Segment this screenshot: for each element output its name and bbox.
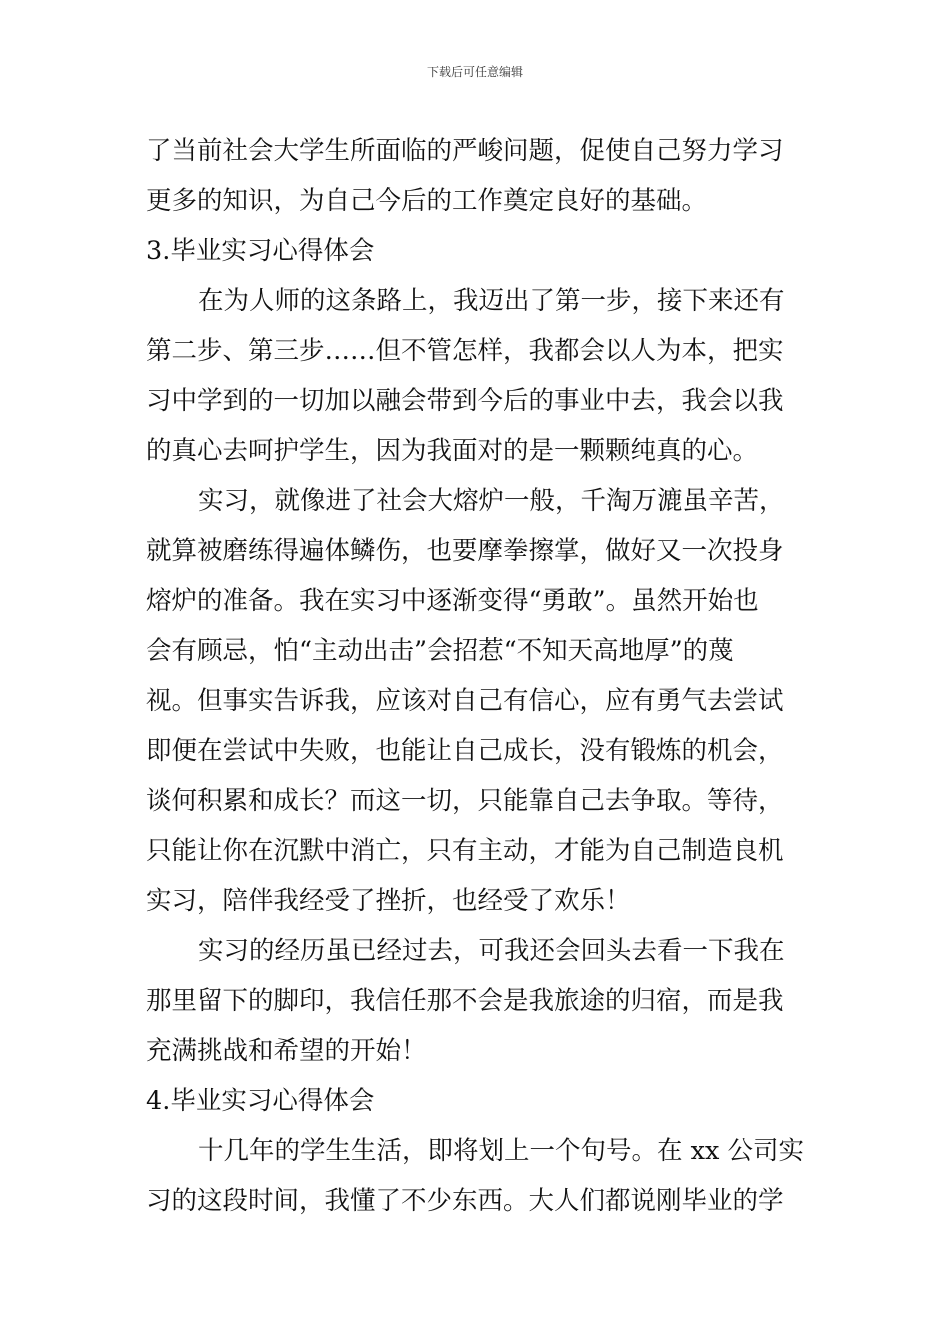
- text-line: 习的这段时间，我懂了不少东西。大人们都说刚毕业的学: [146, 1186, 784, 1216]
- text-line: 就算被磨练得遍体鳞伤，也要摩拳擦掌，做好又一次投身: [146, 536, 784, 566]
- text-line: 第二步、第三步……但不管怎样，我都会以人为本，把实: [146, 336, 784, 366]
- text-line: 实习，陪伴我经受了挫折，也经受了欢乐！: [146, 886, 631, 916]
- text-line: 会有顾忌，怕“主动出击”会招惹“不知天高地厚”的蔑: [146, 636, 734, 666]
- text-line: 谈何积累和成长？而这一切，只能靠自己去争取。等待，: [146, 786, 784, 816]
- text-line: 只能让你在沉默中消亡，只有主动，才能为自己制造良机: [146, 836, 784, 866]
- page-header: 下载后可任意编辑: [426, 65, 523, 79]
- document-body: [146, 126, 812, 1226]
- text-line: 的真心去呵护学生，因为我面对的是一颗颗纯真的心。: [146, 436, 759, 466]
- paragraph-first-line: 实习，就像进了社会大熔炉一般，千淘万漉虽辛苦，: [198, 486, 785, 516]
- text-line: 习中学到的一切加以融会带到今后的事业中去，我会以我: [146, 386, 784, 416]
- paragraph-first-line: 实习的经历虽已经过去，可我还会回头去看一下我在: [198, 936, 785, 966]
- paragraph-first-line: 十几年的学生生活，即将划上一个句号。在 xx 公司实: [198, 1136, 804, 1166]
- text-line: 那里留下的脚印，我信任那不会是我旅途的归宿，而是我: [146, 986, 784, 1016]
- text-line: 充满挑战和希望的开始！: [146, 1036, 427, 1066]
- text-line: 视。但事实告诉我，应该对自己有信心，应有勇气去尝试: [146, 686, 784, 716]
- section-heading: 4.毕业实习心得体会: [146, 1086, 375, 1116]
- paragraph-first-line: 在为人师的这条路上，我迈出了第一步，接下来还有: [198, 286, 785, 316]
- text-line: 熔炉的准备。我在实习中逐渐变得“勇敢”。虽然开始也: [146, 586, 759, 616]
- text-line: 了当前社会大学生所面临的严峻问题，促使自己努力学习: [146, 136, 784, 166]
- text-line: 即便在尝试中失败，也能让自己成长，没有锻炼的机会，: [146, 736, 784, 766]
- section-heading: 3.毕业实习心得体会: [146, 236, 375, 266]
- text-line: 更多的知识，为自己今后的工作奠定良好的基础。: [146, 186, 708, 216]
